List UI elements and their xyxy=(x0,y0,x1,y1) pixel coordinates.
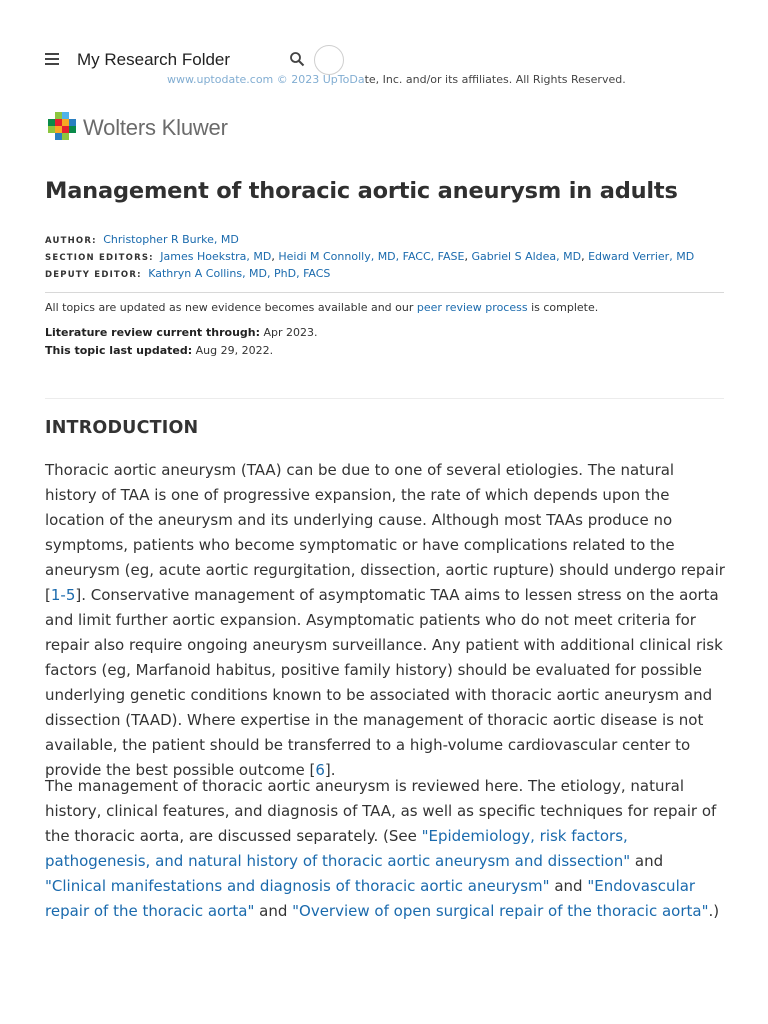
paragraph-text: ]. Conservative management of asymptomatic TAA aims to lessen stress on the aorta and limit further aortic expansion. Asymptomatic patients who do not meet criteria for repair also require ongoing aneurysm surveillance. Any patient with additional clinical risk factors (eg, Marfanoid habitus, positive family history) should be evaluated for possible underlying genetic conditions known to be associated with thoracic aortic aneurysm and dissection (TAAD). Where expertise in the management of thoracic aortic disease is not available, the patient should be transferred to a high-volume cardiovascular center to provide the best possible outcome [ xyxy=(45,586,723,779)
update-note-text: All topics are updated as new evidence becomes available and our xyxy=(45,301,417,314)
paragraph-text: and xyxy=(254,902,293,920)
copyright-line xyxy=(167,73,626,86)
intro-paragraph xyxy=(45,774,725,924)
last-updated-line xyxy=(45,344,273,357)
paragraph-text: Thoracic aortic aneurysm (TAA) can be due to one of several etiologies. The natural history of TAA is one of progressive expansion, the rate of which depends upon the location of the aneurysm and its underlying cause. Although most TAAs produce no symptoms, patients who become symptomatic or have complications related to the aneurysm (eg, acute aortic regurgitation, dissection, aortic rupture) should undergo repair [ xyxy=(45,461,725,604)
reference-link[interactable]: 1-5 xyxy=(50,586,76,604)
topic-link[interactable]: "Epidemiology, risk factors, pathogenesis, and natural history of thoracic aortic aneurysm and dissection" xyxy=(45,827,631,870)
deputy-editor-link[interactable]: Kathryn A Collins, MD, PhD, FACS xyxy=(148,267,331,280)
author-link[interactable]: Christopher R Burke, MD xyxy=(103,233,239,246)
author-role-label: AUTHOR xyxy=(45,236,93,246)
folder-title[interactable]: My Research Folder xyxy=(77,50,231,69)
reference-link[interactable]: 6 xyxy=(315,761,325,779)
topic-link[interactable]: "Overview of open surgical repair of the thoracic aorta" xyxy=(292,902,709,920)
section-editors-line: SECTION EDITORS: James Hoekstra, MD, Heidi M Connolly, MD, FACC, FASE, Gabriel S Aldea, MD, Edward Verrier, MD xyxy=(45,250,695,263)
copyright-url[interactable]: www.uptodate.com © 2023 UpToDa xyxy=(167,73,365,86)
last-updated-value: Aug 29, 2022. xyxy=(192,344,274,357)
section-editor-link[interactable]: Edward Verrier, MD xyxy=(588,250,695,263)
divider xyxy=(45,292,724,293)
logo-mark-icon xyxy=(45,112,79,144)
copyright-text: te, Inc. and/or its affiliates. All Rights Reserved. xyxy=(364,73,626,86)
section-editor-link[interactable]: Gabriel S Aldea, MD xyxy=(471,250,582,263)
paragraph-text: ]. xyxy=(324,761,336,779)
peer-review-link[interactable]: peer review process xyxy=(416,301,528,314)
paragraph-text: and xyxy=(630,852,664,870)
last-updated-label: This topic last updated: xyxy=(45,344,193,357)
section-editors-role-label: SECTION EDITORS xyxy=(45,253,150,263)
deputy-editor-line: DEPUTY EDITOR: Kathryn A Collins, MD, PhD, FACS xyxy=(45,267,331,280)
literature-review-line xyxy=(45,326,318,339)
topic-link[interactable]: "Clinical manifestations and diagnosis of thoracic aortic aneurysm" xyxy=(45,877,550,895)
section-editor-link[interactable]: James Hoekstra, MD xyxy=(160,250,272,263)
literature-review-value: Apr 2023. xyxy=(260,326,318,339)
menu-icon[interactable] xyxy=(45,53,59,65)
avatar-button[interactable] xyxy=(314,45,344,75)
divider xyxy=(45,398,724,399)
wolters-kluwer-logo xyxy=(45,112,228,144)
article-title: Management of thoracic aortic aneurysm in adults xyxy=(45,178,678,204)
topic-link[interactable]: "Endovascular repair of the thoracic aorta" xyxy=(45,877,696,920)
section-editor-link[interactable]: Heidi M Connolly, MD, FACC, FASE xyxy=(278,250,465,263)
section-heading: INTRODUCTION xyxy=(45,418,199,438)
literature-review-label: Literature review current through: xyxy=(45,326,261,339)
paragraph-text: .) xyxy=(708,902,720,920)
update-note xyxy=(45,301,598,314)
logo-text: Wolters Kluwer xyxy=(83,115,228,140)
update-note-text: is complete. xyxy=(527,301,599,314)
search-icon[interactable] xyxy=(289,51,305,67)
paragraph-text: The management of thoracic aortic aneurysm is reviewed here. The etiology, natural history, clinical features, and diagnosis of TAA, as well as specific techniques for repair of the thoracic aorta, are discussed separately. (See xyxy=(45,777,717,845)
intro-paragraph xyxy=(45,458,725,783)
paragraph-text: and xyxy=(549,877,588,895)
author-line: AUTHOR: Christopher R Burke, MD xyxy=(45,233,239,246)
deputy-editor-role-label: DEPUTY EDITOR xyxy=(45,270,138,280)
